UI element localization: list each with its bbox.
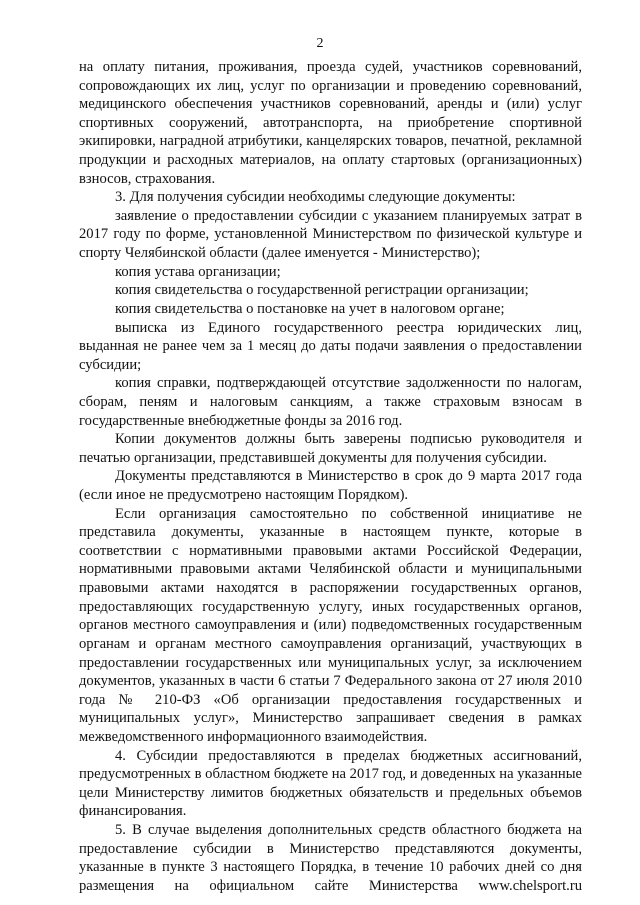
paragraph: на оплату питания, проживания, проезда судей, участников соревнований, сопровождающих их лиц, услуг по организации и проведению соревнований, медицинского обеспечения участников соревнований, аренды и (или) услуг спортивных сооружений, автотранспорта, на приобретение спортивной экипировки, наградной атрибутики, канцелярских товаров, печатной, рекламной продукции и расходных материалов, на оплату стартовых (организационных) взносов, страхования.: [79, 59, 582, 187]
paragraph: 3. Для получения субсидии необходимы следующие документы:: [115, 189, 516, 206]
paragraph: Документы представляются в Министерство в срок до 9 марта 2017 года (если иное не предусмотрено настоящим Порядком).: [79, 468, 582, 504]
page-number: 2: [316, 36, 324, 51]
paragraph: копия свидетельства о постановке на учет в налоговом органе;: [115, 300, 505, 317]
paragraph: заявление о предоставлении субсидии с указанием планируемых затрат в 2017 году по форме, установленной Министерством по физической культуре и спорту Челябинской области (далее именуется - Министерство);: [79, 207, 582, 262]
paragraph: копия справки, подтверждающей отсутствие задолженности по налогам, сборам, пеням и налоговым санкциям, а также страховым взносам в государственные внебюджетные фонды за 2016 год.: [79, 375, 582, 429]
paragraph: Если организация самостоятельно по собственной инициативе не представила документы, указанные в настоящем пункте, которые в соответствии с нормативными правовыми актами Российской Федерации, нормативными правовыми актами Челябинской области и муниципальными правовыми актами находятся в распоряжении государственных органов, предоставляющих государственную услугу, иных государственных органов, органов местного самоуправления и (или) подведомственных государственным органам и органам местного самоуправления организаций, участвующих в предоставлении государственных или муниципальных услуг, за исключением документов, указанных в части 6 статьи 7 Федерального закона от 27 июля 2010 года № 210-ФЗ «Об организации предоставления государственных и муниципальных услуг», Министерство запрашивает сведения в рамках межведомственного информационного взаимодействия.: [79, 505, 582, 745]
paragraph: Копии документов должны быть заверены подписью руководителя и печатью организации, представившей документы для получения субсидии.: [79, 431, 582, 466]
paragraph: копия свидетельства о государственной регистрации организации;: [115, 282, 529, 299]
document-body: [79, 58, 582, 895]
paragraph: выписка из Единого государственного реестра юридических лиц, выданная не ранее чем за 1 месяц до даты подачи заявления о предоставлении субсидии;: [79, 319, 582, 373]
paragraph: 5. В случае выделения дополнительных средств областного бюджета на предоставление субсидии в Министерство представляются документы, указанные в пункте 3 настоящего Порядка, в течение 10 рабочих дней со дня размещения на официальном сайте Министерства www.chelsport.ru: [79, 821, 582, 894]
paragraph: 4. Субсидии предоставляются в пределах бюджетных ассигнований, предусмотренных в областном бюджете на 2017 год, и доведенных на указанные цели Министерству лимитов бюджетных обязательств и предельных объемов финансирования.: [79, 747, 582, 820]
paragraph: копия устава организации;: [115, 263, 281, 280]
